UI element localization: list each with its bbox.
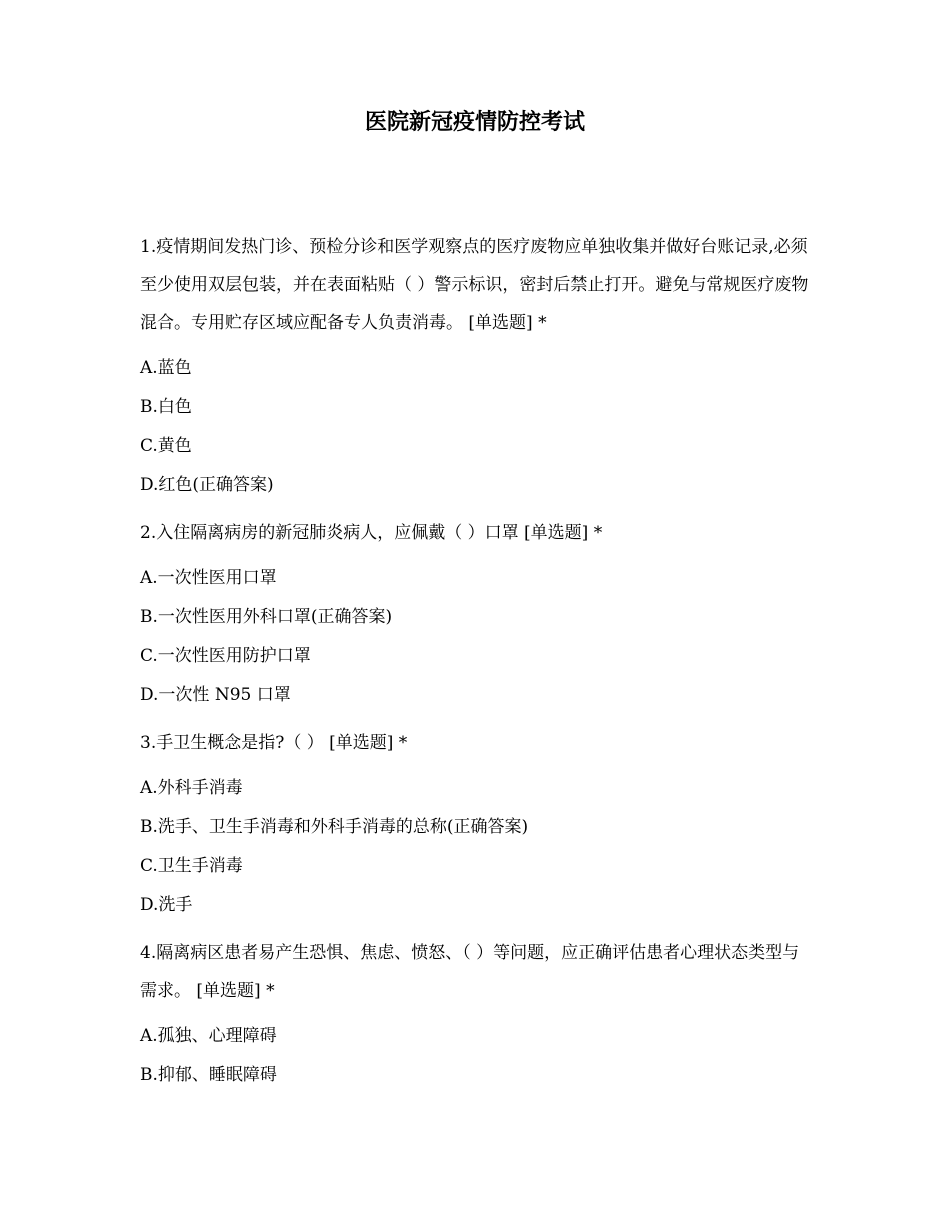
option-a: A.蓝色 — [140, 358, 192, 378]
option-d: D.洗手 — [140, 895, 193, 915]
option-a: A.孤独、心理障碍 — [140, 1026, 277, 1046]
question-text: 3.手卫生概念是指?（ ） [单选题] * — [140, 733, 408, 753]
question-text: 4.隔离病区患者易产生恐惧、焦虑、愤怒、（ ）等问题，应正确评估患者心理状态类型与需求。 [单选题] * — [140, 943, 800, 1001]
option-b: B.白色 — [140, 397, 192, 417]
question-list — [140, 228, 812, 1104]
option-c: C.一次性医用防护口罩 — [140, 646, 311, 666]
question-3 — [140, 724, 812, 925]
option-a: A.一次性医用口罩 — [140, 568, 277, 588]
option-d: D.红色(正确答案) — [140, 475, 274, 495]
option-d: D.一次性 N95 口罩 — [140, 685, 291, 705]
question-text: 2.入住隔离病房的新冠肺炎病人，应佩戴（ ）口罩 [单选题] * — [140, 523, 603, 543]
option-b: B.洗手、卫生手消毒和外科手消毒的总称(正确答案) — [140, 817, 529, 837]
option-b: B.抑郁、睡眠障碍 — [140, 1065, 277, 1085]
option-c: C.黄色 — [140, 436, 192, 456]
option-b: B.一次性医用外科口罩(正确答案) — [140, 607, 393, 627]
question-4 — [140, 934, 812, 1095]
question-text: 1.疫情期间发热门诊、预检分诊和医学观察点的医疗废物应单独收集并做好台账记录,必须至少使用双层包装，并在表面粘贴（ ）警示标识，密封后禁止打开。避免与常规医疗废物混合。专用贮存区域应配备专人负责消毒。 [单选题] * — [140, 237, 809, 333]
question-2 — [140, 514, 812, 715]
option-a: A.外科手消毒 — [140, 778, 243, 798]
document-title: 医院新冠疫情防控考试 — [364, 110, 585, 135]
option-c: C.卫生手消毒 — [140, 856, 243, 876]
question-1 — [140, 228, 812, 505]
